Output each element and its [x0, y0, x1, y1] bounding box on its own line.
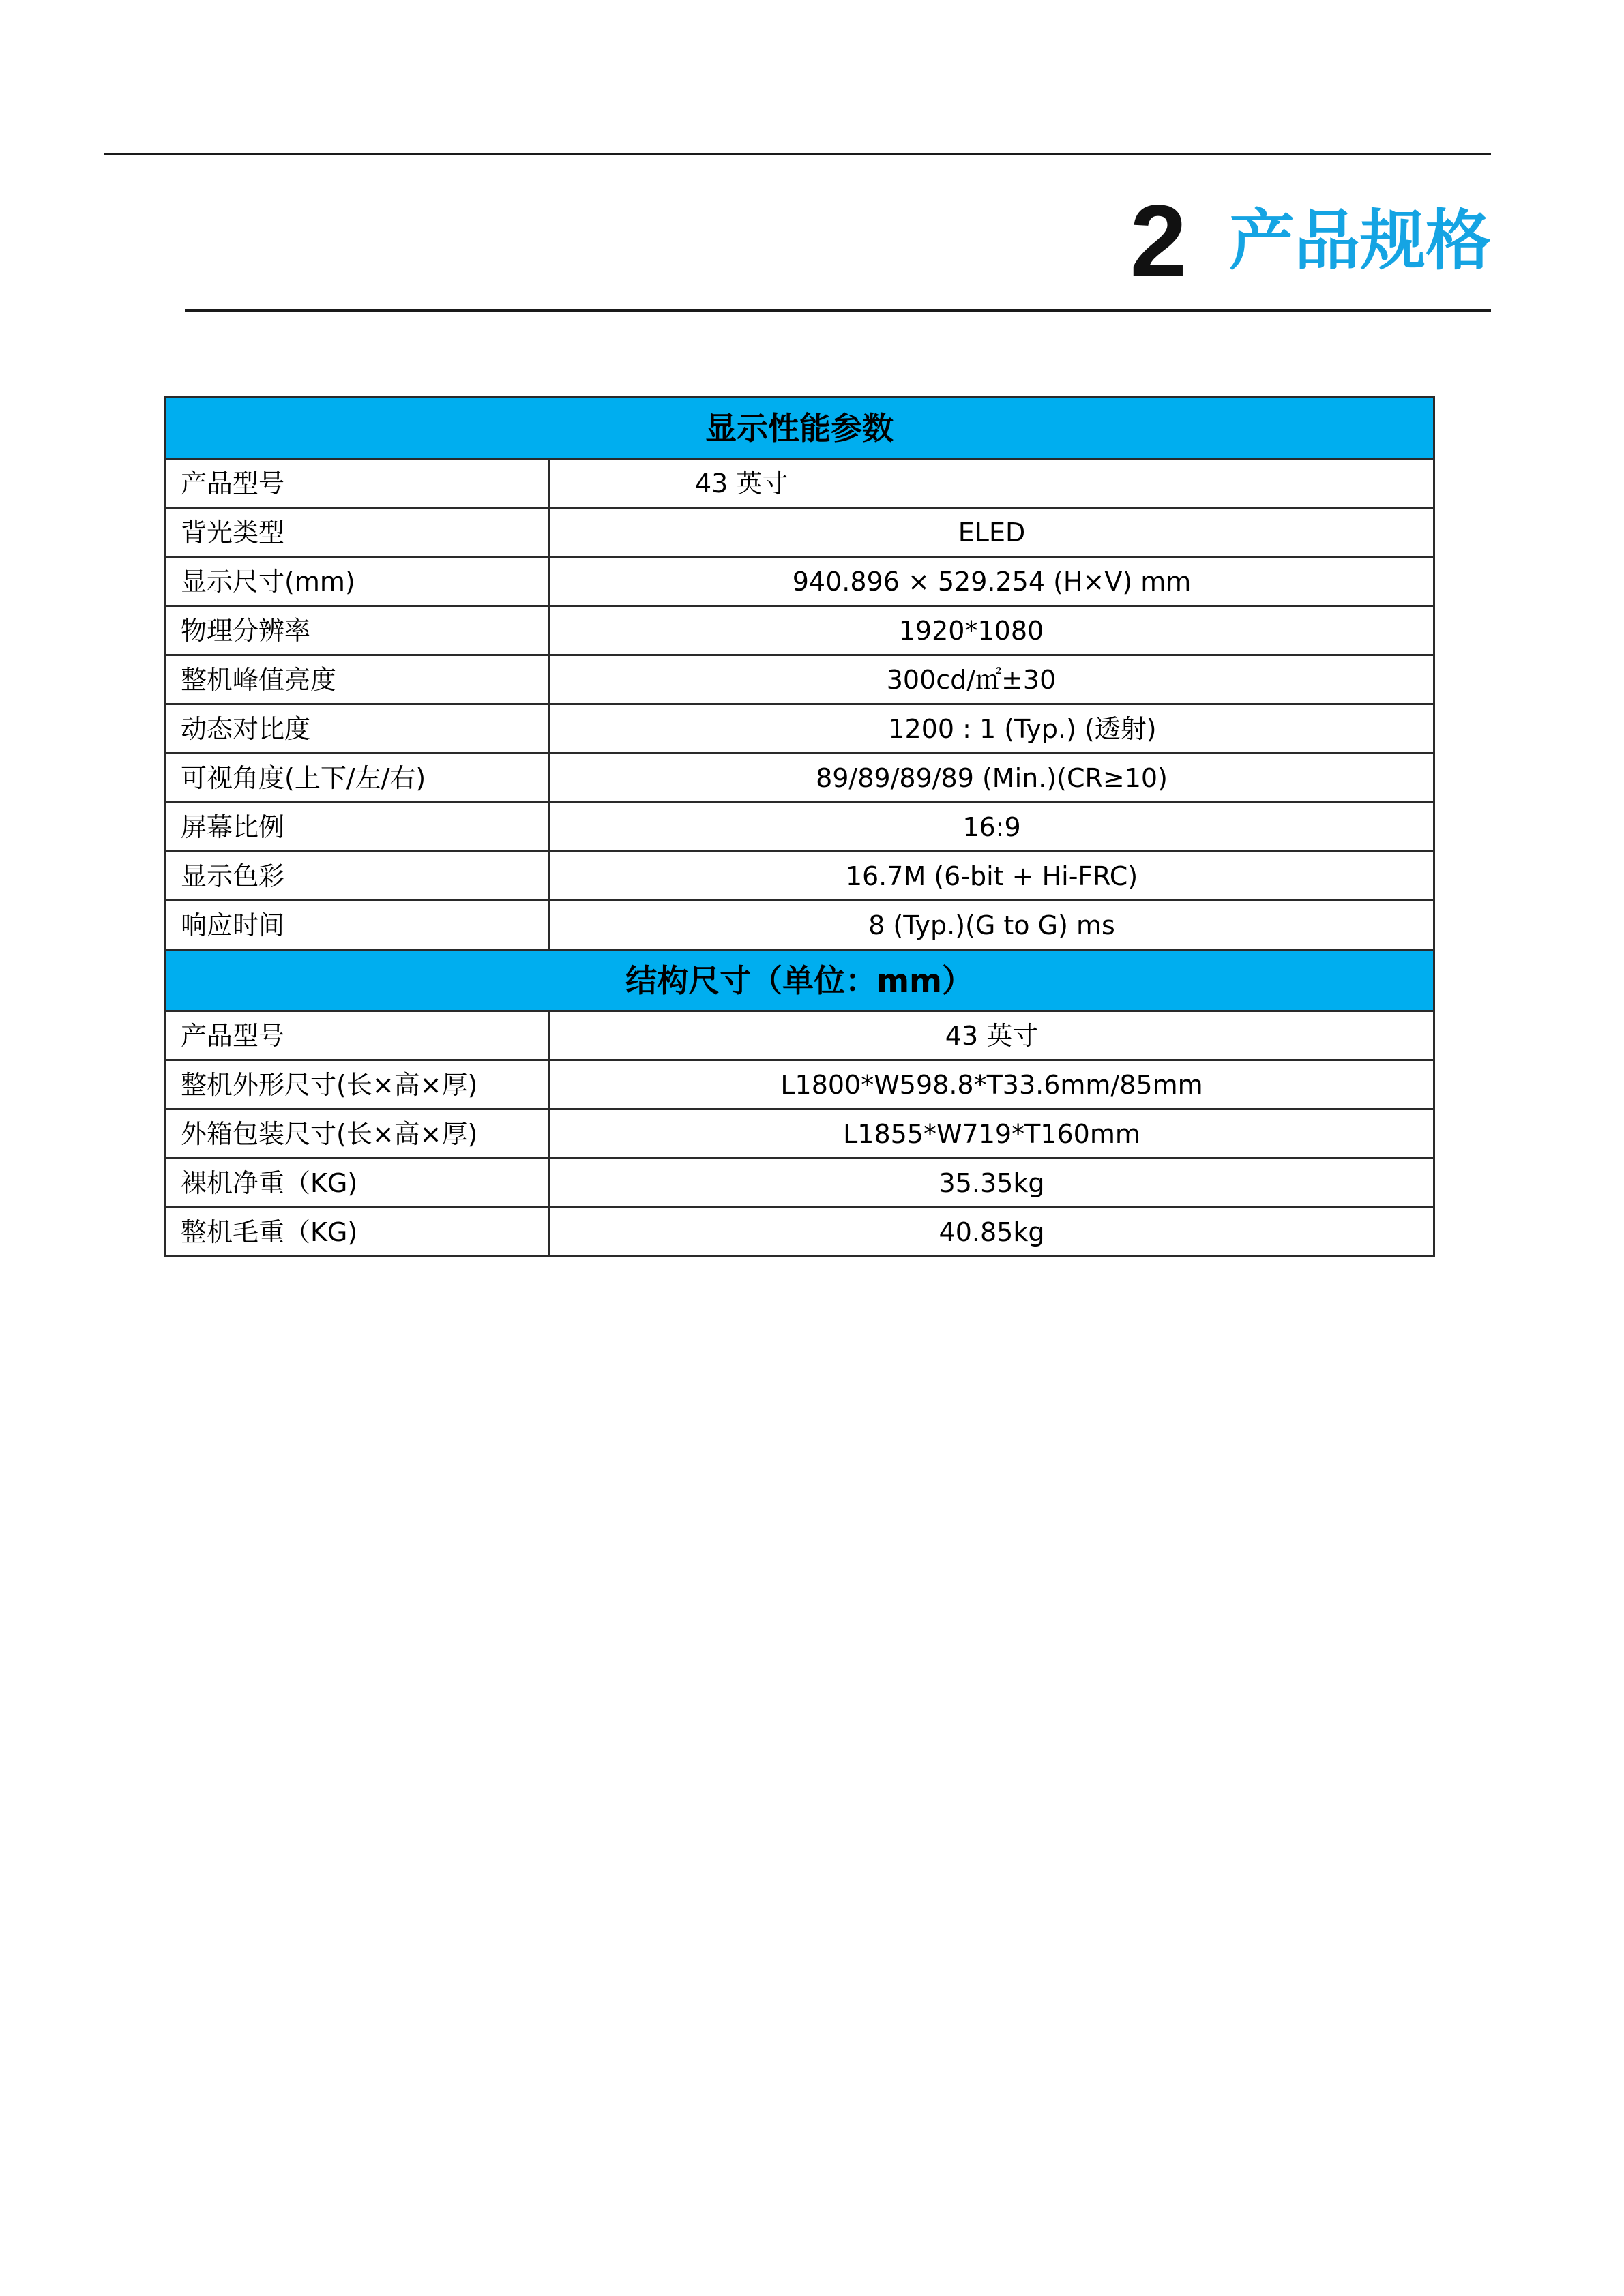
section-heading [1130, 183, 1491, 299]
table-row [165, 1060, 1434, 1109]
spec-value: 89/89/89/89 (Min.)(CR≥10) [550, 754, 1434, 803]
spec-label: 外箱包装尺寸(长×高×厚) [165, 1109, 550, 1159]
spec-value: ELED [550, 508, 1434, 557]
spec-value: 16.7M (6-bit + Hi-FRC) [550, 852, 1434, 901]
table-row [165, 754, 1434, 803]
table-row [165, 1159, 1434, 1208]
table-row [165, 901, 1434, 950]
spec-value: 300cd/㎡±30 [550, 655, 1434, 704]
table-row [165, 852, 1434, 901]
spec-value: 940.896 × 529.254 (H×V) mm [550, 557, 1434, 606]
table-row [165, 606, 1434, 655]
spec-value: 1920*1080 [550, 606, 1434, 655]
spec-value: 8 (Typ.)(G to G) ms [550, 901, 1434, 950]
structure-dims-heading: 结构尺寸（单位：mm） [165, 950, 1434, 1011]
spec-label: 动态对比度 [165, 704, 550, 754]
spec-label: 背光类型 [165, 508, 550, 557]
display-params-heading: 显示性能参数 [165, 398, 1434, 459]
spec-value: 16:9 [550, 803, 1434, 852]
spec-value: 43 英寸 [550, 1011, 1434, 1060]
table-row [165, 803, 1434, 852]
header-rule-top [104, 153, 1491, 155]
table-row [165, 557, 1434, 606]
spec-label: 裸机净重（KG) [165, 1159, 550, 1208]
spec-label: 可视角度(上下/左/右) [165, 754, 550, 803]
spec-label: 产品型号 [165, 459, 550, 508]
section-title: 产品规格 [1229, 203, 1491, 279]
spec-label: 响应时间 [165, 901, 550, 950]
spec-table [164, 396, 1435, 1257]
spec-value: 1200 : 1 (Typ.) (透射) [550, 704, 1434, 754]
spec-label: 整机峰值亮度 [165, 655, 550, 704]
table-row [165, 1109, 1434, 1159]
spec-label: 显示色彩 [165, 852, 550, 901]
spec-label: 物理分辨率 [165, 606, 550, 655]
spec-value: 40.85kg [550, 1208, 1434, 1257]
spec-value: L1800*W598.8*T33.6mm/85mm [550, 1060, 1434, 1109]
group-header-display [165, 398, 1434, 459]
table-row [165, 1208, 1434, 1257]
spec-value: 35.35kg [550, 1159, 1434, 1208]
spec-label: 产品型号 [165, 1011, 550, 1060]
spec-value: 43 英寸 [550, 459, 1434, 508]
spec-label: 整机毛重（KG) [165, 1208, 550, 1257]
group-header-structure [165, 950, 1434, 1011]
table-row [165, 1011, 1434, 1060]
table-row [165, 508, 1434, 557]
section-number: 2 [1130, 183, 1187, 298]
spec-label: 显示尺寸(mm) [165, 557, 550, 606]
spec-value: L1855*W719*T160mm [550, 1109, 1434, 1159]
table-row [165, 459, 1434, 508]
header-rule-bottom [185, 309, 1491, 312]
table-row [165, 704, 1434, 754]
spec-label: 屏幕比例 [165, 803, 550, 852]
spec-label: 整机外形尺寸(长×高×厚) [165, 1060, 550, 1109]
table-row [165, 655, 1434, 704]
